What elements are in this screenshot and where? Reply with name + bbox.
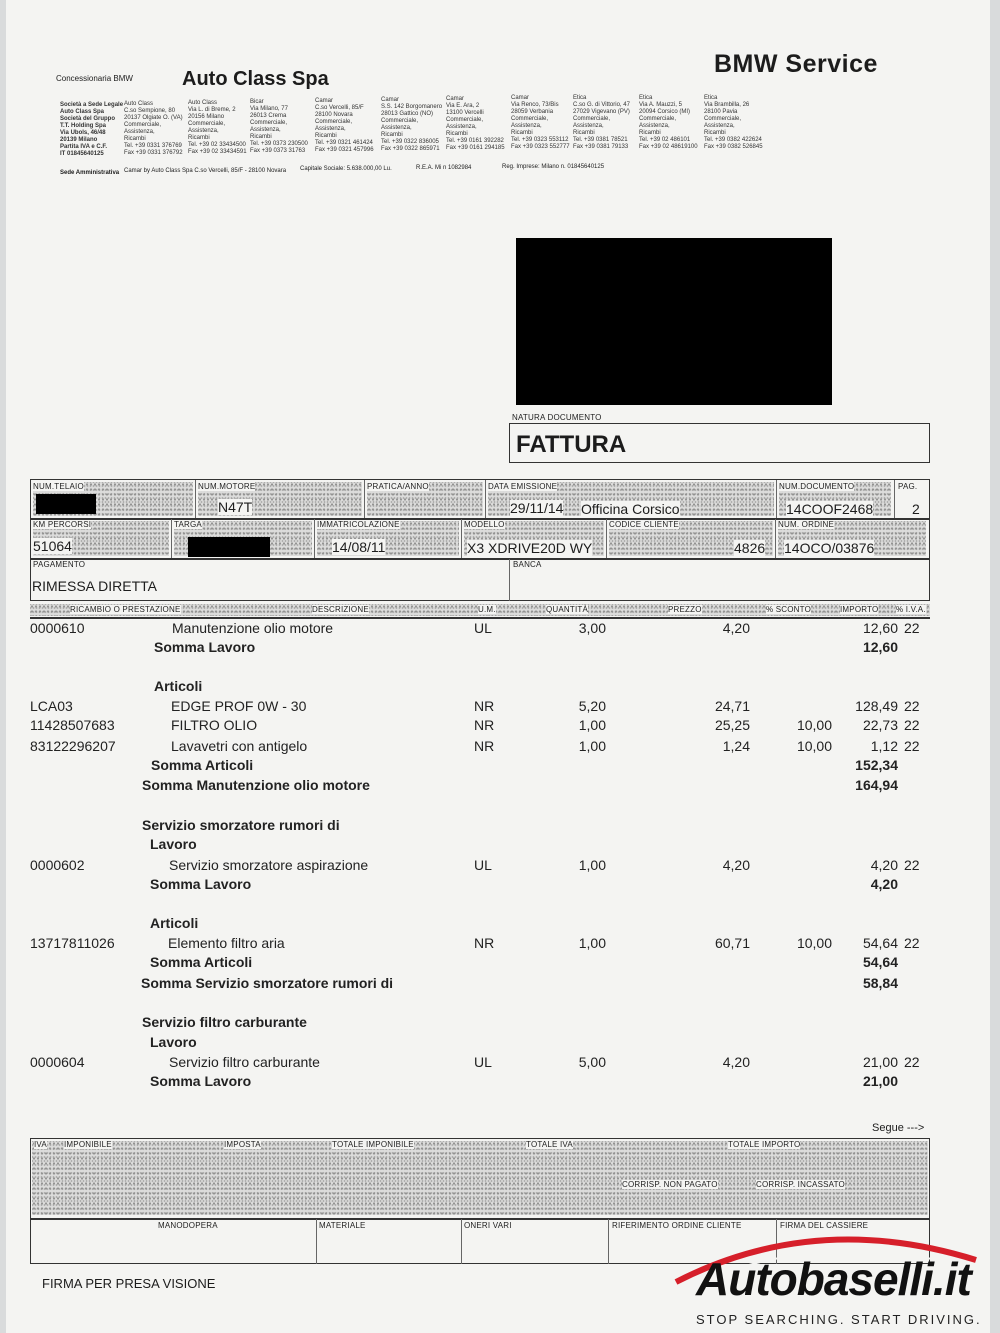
office-3: Bicar Via Milano, 77 26013 Crema Commerciale, Assistenza, Ricambi Tel. +39 0373 230500 Fax +39 0373 31763 (250, 99, 308, 154)
num-doc-value: 14COOF2468 (786, 501, 874, 517)
table-row (6, 639, 990, 659)
item-unit: NR (474, 738, 495, 754)
divider (195, 480, 196, 518)
item-quantity: 1,00 (578, 738, 606, 754)
col-disc: % SCONTO (766, 605, 812, 614)
divider (30, 617, 930, 619)
table-row (6, 1014, 990, 1034)
col-desc: DESCRIZIONE (312, 605, 369, 614)
totals-imponibile-label: IMPONIBILE (64, 1140, 112, 1149)
segue-label: Segue ---> (872, 1122, 925, 1134)
item-quantity: 5,20 (578, 698, 606, 714)
footer-capitale: Capitale Sociale: 5.638.000,00 Lu. (300, 166, 392, 172)
item-amount: 12,60 (862, 620, 898, 636)
item-quantity: 3,00 (578, 620, 606, 636)
divider (509, 559, 510, 601)
item-code: 11428507683 (30, 717, 115, 733)
office-4: Camar C.so Vercelli, 85/F 28100 Novara Commerciale, Assistenza, Ricambi Tel. +39 0321 461424 Fax +39 0321 457996 (315, 98, 374, 153)
brand-title: BMW Service (714, 50, 878, 78)
totals-iva-total-label: TOTALE IVA (526, 1140, 573, 1149)
table-row (6, 1054, 990, 1074)
modello-label: MODELLO (464, 520, 505, 529)
table-row (6, 620, 990, 640)
table-row (6, 817, 990, 837)
office-6: Camar Via E. Ara, 2 13100 Vercelli Commerciale, Assistenza, Ricambi Tel. +39 0161 392282 Fax +39 0161 294185 (446, 96, 505, 151)
item-vat: 22 (904, 717, 920, 733)
divider (776, 480, 777, 518)
item-description: Articoli (150, 915, 199, 931)
item-unit: UL (474, 1054, 492, 1070)
item-unit: NR (474, 935, 495, 951)
pag-value: 2 (912, 501, 920, 517)
item-discount: 10,00 (796, 717, 832, 733)
firma-cassiere-label: FIRMA DEL CASSIERE (780, 1221, 869, 1230)
modello-value: X3 XDRIVE20D WY (467, 540, 593, 556)
immatricolazione-label: IMMATRICOLAZIONE (317, 520, 400, 529)
divider (364, 480, 365, 518)
item-amount: 22,73 (862, 717, 898, 733)
item-amount: 12,60 (862, 639, 898, 655)
item-amount: 21,00 (862, 1073, 898, 1089)
item-description: Lavoro (150, 836, 197, 852)
item-quantity: 1,00 (578, 935, 606, 951)
watermark-name: Autobaselli.it (696, 1253, 971, 1305)
divider (894, 480, 895, 518)
divider (316, 1219, 317, 1264)
item-quantity: 1,00 (578, 857, 606, 873)
item-price: 60,71 (714, 935, 750, 951)
ordine-label: NUM. ORDINE (778, 520, 834, 529)
table-row (6, 915, 990, 935)
item-vat: 22 (904, 1054, 920, 1070)
divider (314, 519, 315, 558)
item-price: 4,20 (722, 1054, 750, 1070)
nature-label: NATURA DOCUMENTO (512, 413, 602, 422)
footer-address: Camar by Auto Class Spa C.so Vercelli, 85/F - 28100 Novara (124, 168, 287, 174)
office-0: Società a Sede Legale Auto Class Spa Società del Gruppo T.T. Holding Spa Via Ubols, 46/48 20139 Milano Partita IVA e C.F. IT 01845640125 (60, 102, 124, 157)
item-description: Lavavetri con antigelo (171, 738, 308, 754)
col-um: U.M. (478, 605, 496, 614)
item-unit: UL (474, 857, 492, 873)
divider (171, 519, 172, 558)
table-row (6, 777, 990, 797)
divider (606, 519, 607, 558)
item-discount: 10,00 (796, 738, 832, 754)
nature-box (509, 423, 930, 463)
immatricolazione-value: 14/08/11 (332, 539, 386, 555)
riferimento-label: RIFERIMENTO ORDINE CLIENTE (612, 1221, 742, 1230)
dealer-caption: Concessionaria BMW (56, 74, 133, 83)
table-row (6, 1073, 990, 1093)
manodopera-label: MANODOPERA (158, 1221, 218, 1230)
col-price: PREZZO (668, 605, 702, 614)
item-price: 1,24 (722, 738, 750, 754)
corrisp-non-pagato-label: CORRISP. NON PAGATO (622, 1180, 718, 1189)
item-vat: 22 (904, 857, 920, 873)
office-5: Camar S.S. 142 Borgomanero 28013 Gattico (NO) Commerciale, Assistenza, Ricambi Tel. +39 0322 836005 Fax +39 0322 865971 (381, 97, 443, 152)
item-description: Articoli (154, 678, 203, 694)
item-amount: 54,64 (862, 954, 898, 970)
divider (461, 519, 462, 558)
item-unit: NR (474, 698, 495, 714)
targa-label: TARGA (174, 520, 202, 529)
pag-label: PAG. (898, 482, 918, 491)
table-row (6, 717, 990, 737)
table-row (6, 1034, 990, 1054)
table-row (6, 738, 990, 758)
item-amount: 152,34 (855, 757, 898, 773)
illegible-area (32, 1141, 928, 1215)
item-code: LCA03 (30, 698, 73, 714)
table-row (6, 678, 990, 698)
item-description: Somma Lavoro (154, 639, 256, 655)
pratica-label: PRATICA/ANNO (367, 482, 429, 491)
item-amount: 21,00 (862, 1054, 898, 1070)
totals-importo-label: TOTALE IMPORTO (728, 1140, 801, 1149)
table-row (6, 975, 990, 995)
km-label: KM PERCORSI (33, 520, 92, 529)
item-description: Somma Lavoro (150, 1073, 252, 1089)
item-amount: 54,64 (862, 935, 898, 951)
item-code: 0000604 (30, 1054, 85, 1070)
divider (608, 1219, 609, 1264)
ordine-value: 14OCO/03876 (784, 540, 875, 556)
motore-value: N47T (218, 499, 253, 515)
num-doc-label: NUM.DOCUMENTO (779, 482, 855, 491)
motore-label: NUM.MOTORE (198, 482, 256, 491)
item-description: Somma Servizio smorzatore rumori di (141, 975, 394, 991)
col-code: RICAMBIO O PRESTAZIONE (70, 605, 181, 614)
item-code: 0000602 (30, 857, 85, 873)
item-description: Lavoro (150, 1034, 197, 1050)
item-description: Somma Articoli (151, 757, 254, 773)
divider (485, 480, 486, 518)
materiale-label: MATERIALE (319, 1221, 366, 1230)
table-row (6, 876, 990, 896)
item-description: FILTRO OLIO (171, 717, 258, 733)
item-price: 4,20 (722, 857, 750, 873)
table-row (6, 757, 990, 777)
item-description: Servizio smorzatore rumori di (142, 817, 340, 833)
col-vat: % I.V.A. (896, 605, 926, 614)
item-price: 24,71 (714, 698, 750, 714)
divider (30, 558, 930, 560)
item-description: Elemento filtro aria (168, 935, 285, 951)
item-vat: 22 (904, 935, 920, 951)
invoice-page (6, 0, 990, 1333)
table-row (6, 698, 990, 718)
office-7: Camar Via Renco, 73/Bis 28059 Verbania Commerciale, Assistenza, Ricambi Tel. +39 0323 553112 Fax +39 0323 552777 (511, 95, 570, 150)
item-discount: 10,00 (796, 935, 832, 951)
data-label: DATA EMISSIONE (488, 482, 558, 491)
table-row (6, 857, 990, 877)
office-10: Etica Via Brambilla, 26 28100 Pavia Commerciale, Assistenza, Ricambi Tel. +39 0382 422624 Fax +39 0382 526845 (704, 95, 763, 150)
item-amount: 128,49 (855, 698, 898, 714)
redacted-address (516, 238, 832, 405)
corrisp-incassato-label: CORRISP. INCASSATO (756, 1180, 845, 1189)
item-amount: 58,84 (862, 975, 898, 991)
pagamento-value: RIMESSA DIRETTA (32, 578, 157, 594)
cliente-label: CODICE CLIENTE (609, 520, 679, 529)
item-code: 13717811026 (30, 935, 115, 951)
totals-imposta-label: IMPOSTA (224, 1140, 261, 1149)
table-row (6, 836, 990, 856)
item-quantity: 1,00 (578, 717, 606, 733)
item-amount: 4,20 (870, 876, 898, 892)
divider (775, 519, 776, 558)
oneri-label: ONERI VARI (464, 1221, 512, 1230)
item-description: Somma Manutenzione olio motore (142, 777, 370, 793)
km-value: 51064 (33, 538, 72, 554)
table-row (6, 954, 990, 974)
company-name: Auto Class Spa (182, 68, 329, 90)
item-price: 25,25 (714, 717, 750, 733)
officina-value: Officina Corsico (581, 501, 680, 517)
item-code: 83122296207 (30, 738, 116, 754)
pagamento-label: PAGAMENTO (33, 560, 86, 569)
item-unit: UL (474, 620, 492, 636)
item-description: Somma Lavoro (150, 876, 252, 892)
item-vat: 22 (904, 738, 920, 754)
redacted-plate (188, 537, 270, 557)
office-8: Etica C.so G. di Vittorio, 47 27029 Vigevano (PV) Commerciale, Assistenza, Ricambi Tel. +39 0381 78521 Fax +39 0381 79133 (573, 95, 630, 150)
item-description: Servizio filtro carburante (142, 1014, 307, 1030)
redacted-vin (36, 494, 96, 514)
item-vat: 22 (904, 698, 920, 714)
col-qty: QUANTITÀ (546, 605, 589, 614)
item-amount: 164,94 (855, 777, 898, 793)
item-description: Servizio smorzatore aspirazione (169, 857, 369, 873)
item-amount: 4,20 (870, 857, 898, 873)
item-code: 0000610 (30, 620, 85, 636)
office-1: Auto Class C.so Sempione, 80 20137 Olgiate O. (VA) Commerciale, Assistenza, Ricambi Tel. +39 0331 376769 Fax +39 0331 376792 (124, 101, 183, 156)
nature-value: FATTURA (516, 431, 627, 458)
col-amount: IMPORTO (840, 605, 879, 614)
item-description: Manutenzione olio motore (172, 620, 334, 636)
data-value: 29/11/14 (510, 500, 564, 516)
item-description: Servizio filtro carburante (169, 1054, 320, 1070)
office-2: Auto Class Via L. di Breme, 2 20156 Milano Commerciale, Assistenza, Ricambi Tel. +39 02 33434500 Fax +39 02 33434591 (188, 100, 247, 155)
footer-registro: Reg. Imprese: Milano n. 01845640125 (502, 164, 605, 170)
item-vat: 22 (904, 620, 920, 636)
item-description: Somma Articoli (150, 954, 253, 970)
banca-label: BANCA (513, 560, 542, 569)
item-unit: NR (474, 717, 495, 733)
item-quantity: 5,00 (578, 1054, 606, 1070)
divider (461, 1219, 462, 1264)
watermark-tagline: STOP SEARCHING. START DRIVING. (696, 1312, 982, 1327)
table-row (6, 935, 990, 955)
footer-sede: Sede Amministrativa (60, 170, 120, 176)
signature-label: FIRMA PER PRESA VISIONE (42, 1276, 216, 1291)
telaio-label: NUM.TELAIO (33, 482, 84, 491)
item-amount: 1,12 (870, 738, 898, 754)
office-9: Etica Via A. Mauzzi, 5 20094 Corsico (MI) Commerciale, Assistenza, Ricambi Tel. +39 02 486101 Fax +39 02 48619100 (639, 95, 698, 150)
cliente-value: 4826 (734, 540, 766, 556)
totals-iva-label: IVA (34, 1140, 47, 1149)
item-price: 4,20 (722, 620, 750, 636)
item-description: EDGE PROF 0W - 30 (171, 698, 307, 714)
totals-imponibile-total-label: TOTALE IMPONIBILE (332, 1140, 414, 1149)
footer-rea: R.E.A. Mi n 1082984 (416, 165, 472, 171)
